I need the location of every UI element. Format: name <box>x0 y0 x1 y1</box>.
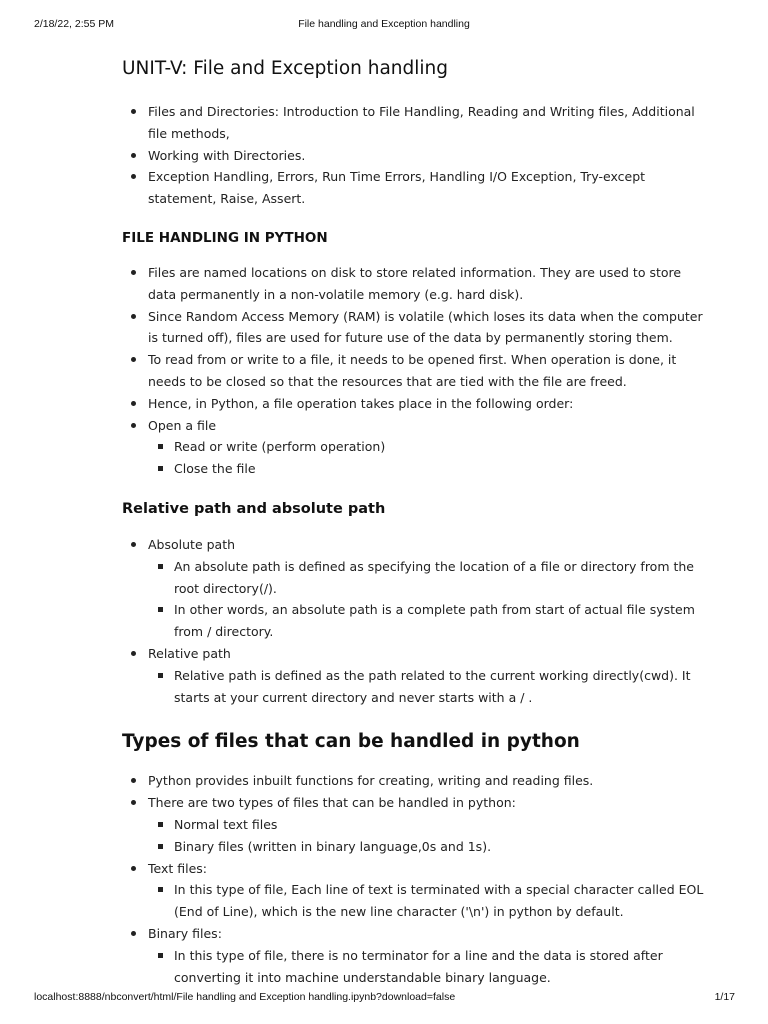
sub-list <box>148 945 712 989</box>
section-heading-paths: Relative path and absolute path <box>122 500 386 517</box>
paths-list <box>122 534 712 708</box>
list-item: Since Random Access Memory (RAM) is volatile (which loses its data when the computer is turned off), files are used for future use of the data by permanently storing them. <box>122 306 712 350</box>
list-item: Python provides inbuilt functions for creating, writing and reading files. <box>122 770 712 792</box>
notebook-content <box>122 55 712 988</box>
list-item <box>122 415 712 480</box>
section-heading-file-handling: FILE HANDLING IN PYTHON <box>122 229 328 246</box>
sub-list <box>148 556 712 643</box>
list-item <box>122 792 712 857</box>
list-item <box>122 643 712 708</box>
list-item <box>122 858 712 923</box>
list-item-label: Open a file <box>148 417 217 433</box>
print-datetime: 2/18/22, 2:55 PM <box>34 18 114 30</box>
file-handling-list <box>122 262 712 480</box>
print-url: localhost:8888/nbconvert/html/File handling and Exception handling.ipynb?download=false <box>34 991 456 1003</box>
list-item: Files and Directories: Introduction to File Handling, Reading and Writing files, Additional file methods, <box>122 101 712 145</box>
sub-list <box>148 814 712 858</box>
page-number: 1/17 <box>714 991 735 1003</box>
list-item-label: Absolute path <box>148 536 236 552</box>
unit-topic-list <box>122 101 712 210</box>
types-list <box>122 770 712 988</box>
list-item: To read from or write to a file, it needs to be opened first. When operation is done, it needs to be closed so that the resources that are tied with the file are freed. <box>122 349 712 393</box>
list-item-label: Text files: <box>148 860 208 876</box>
print-footer <box>0 991 768 1005</box>
print-header <box>0 18 768 32</box>
list-item: Working with Directories. <box>122 145 712 167</box>
sub-list-item: In other words, an absolute path is a complete path from start of actual file system from / directory. <box>148 599 712 643</box>
list-item: Hence, in Python, a file operation takes place in the following order: <box>122 393 712 415</box>
sub-list <box>148 879 712 923</box>
sub-list <box>148 436 712 480</box>
list-item-label: Binary files: <box>148 925 222 941</box>
sub-list-item: Read or write (perform operation) <box>148 436 712 458</box>
sub-list-item: In this type of file, Each line of text is terminated with a special character called EOL (End of Line), which is the new line character ('\n') in python by default. <box>148 879 712 923</box>
sub-list-item: Normal text files <box>148 814 712 836</box>
list-item-label: There are two types of files that can be handled in python: <box>148 795 516 811</box>
sub-list-item: Relative path is defined as the path related to the current working directly(cwd). It starts at your current directory and never starts with a / . <box>148 665 712 709</box>
sub-list-item: An absolute path is defined as specifying the location of a file or directory from the root directory(/). <box>148 556 712 600</box>
list-item <box>122 923 712 988</box>
sub-list-item: Binary files (written in binary language,0s and 1s). <box>148 836 712 858</box>
list-item: Exception Handling, Errors, Run Time Errors, Handling I/O Exception, Try-except statement, Raise, Assert. <box>122 166 712 210</box>
unit-title: UNIT-V: File and Exception handling <box>122 58 449 79</box>
print-title: File handling and Exception handling <box>298 18 470 30</box>
section-heading-types: Types of files that can be handled in python <box>122 731 580 753</box>
sub-list-item: In this type of file, there is no terminator for a line and the data is stored after converting it into machine understandable binary language. <box>148 945 712 989</box>
list-item <box>122 534 712 643</box>
list-item-label: Relative path <box>148 645 231 661</box>
sub-list <box>148 665 712 709</box>
sub-list-item: Close the file <box>148 458 712 480</box>
list-item: Files are named locations on disk to store related information. They are used to store data permanently in a non-volatile memory (e.g. hard disk). <box>122 262 712 306</box>
